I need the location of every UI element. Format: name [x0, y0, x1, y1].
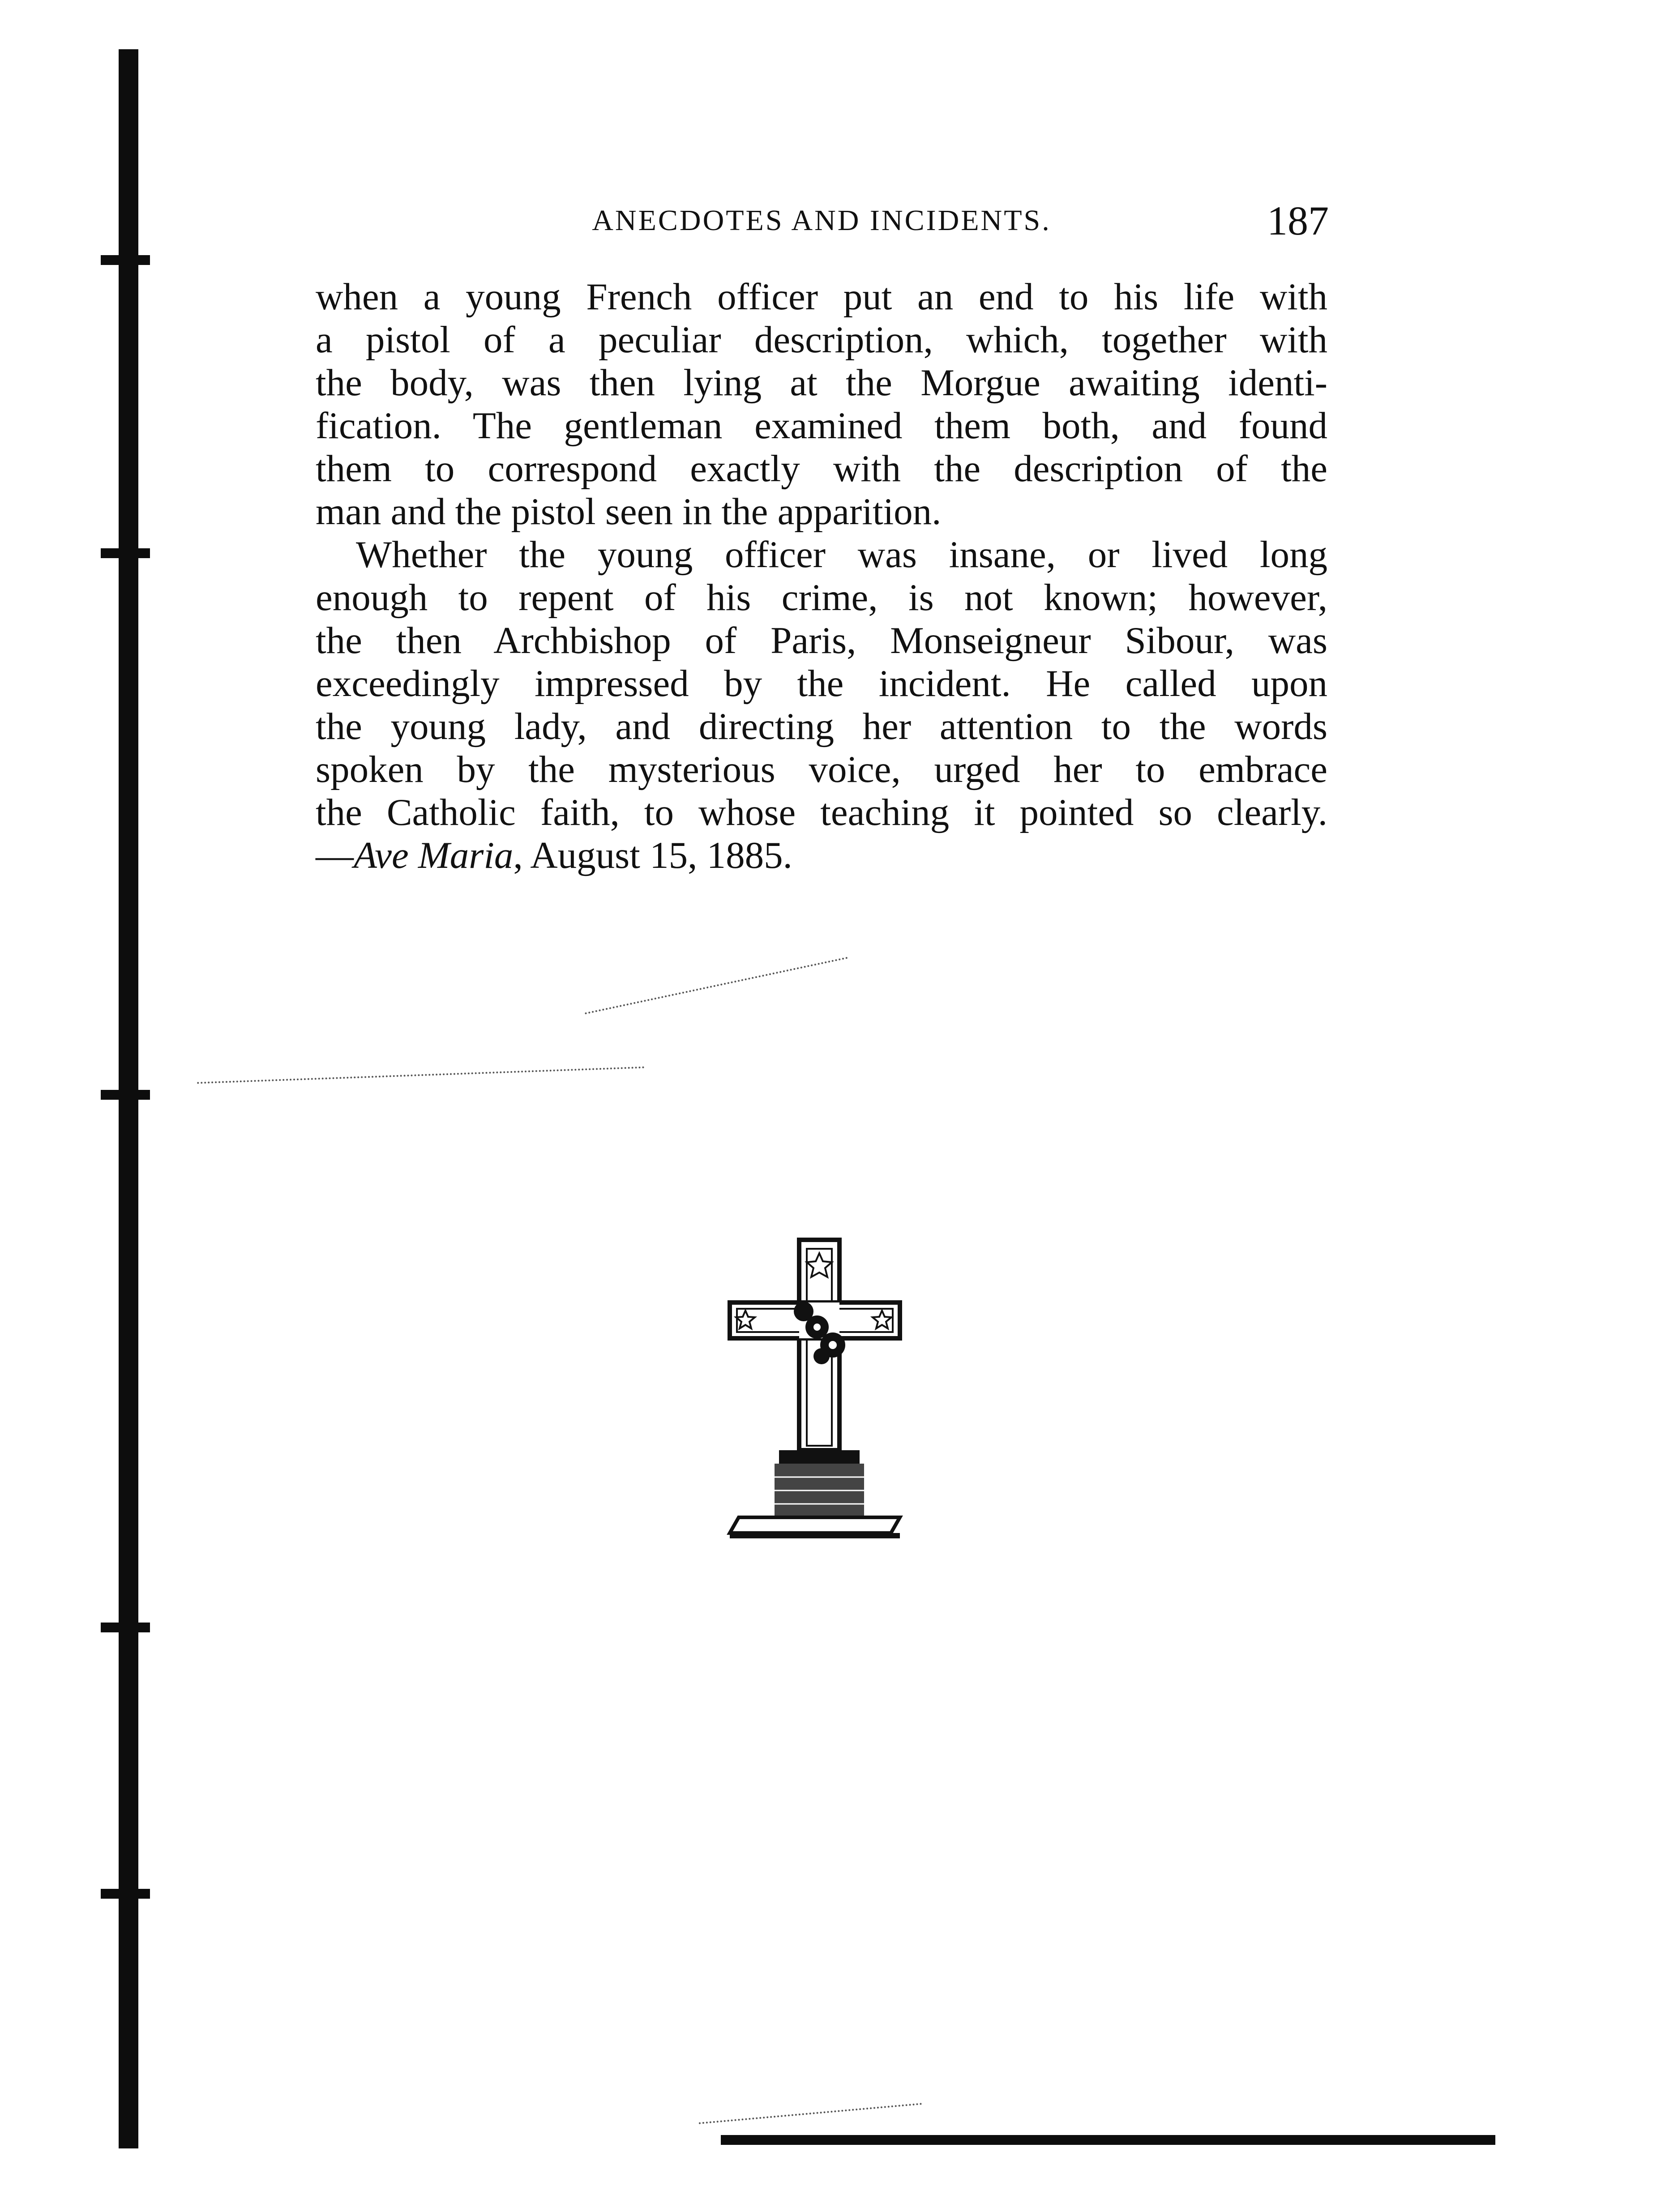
binding-tie — [101, 1889, 150, 1899]
cross-icon — [721, 1235, 909, 1540]
attribution — [316, 834, 1327, 877]
binding-tie — [101, 1623, 150, 1632]
bottom-edge-rule — [721, 2135, 1495, 2145]
scan-artifact-line — [585, 957, 848, 1015]
attribution-date: , August 15, 1885. — [513, 834, 792, 876]
text-line: Whether the young officer was insane, or lived long — [356, 534, 1327, 576]
body-text — [316, 275, 1327, 877]
text-line: spoken by the mysterious voice, urged her to embrace — [316, 748, 1327, 790]
text-line: man and the pistol seen in the apparition. — [316, 491, 942, 533]
running-head: ANECDOTES AND INCIDENTS. — [592, 204, 1051, 237]
text-line: fication. The gentleman examined them both, and found — [316, 405, 1327, 447]
scan-artifact-line — [197, 1067, 645, 1084]
text-line: the then Archbishop of Paris, Monseigneur Sibour, was — [316, 619, 1327, 662]
text-line: a pistol of a peculiar description, which, together with — [316, 319, 1327, 361]
text-line: the body, was then lying at the Morgue awaiting identi- — [316, 362, 1327, 404]
binding-tie — [101, 255, 150, 265]
text-line: the Catholic faith, to whose teaching it pointed so clearly. — [316, 791, 1327, 833]
binding-tie — [101, 548, 150, 558]
text-line: exceedingly impressed by the incident. He called upon — [316, 662, 1327, 705]
binding-tie — [101, 1090, 150, 1100]
attribution-dash: — — [316, 834, 354, 876]
scan-artifact-line — [699, 2103, 922, 2124]
text-line: enough to repent of his crime, is not known; however, — [316, 576, 1327, 619]
text-line: them to correspond exactly with the description of the — [316, 448, 1327, 490]
page-number: 187 — [1267, 198, 1329, 243]
text-line: when a young French officer put an end to his life with — [316, 276, 1327, 318]
text-line: the young lady, and directing her attention to the words — [316, 705, 1327, 747]
attribution-source: Ave Maria — [354, 834, 514, 876]
